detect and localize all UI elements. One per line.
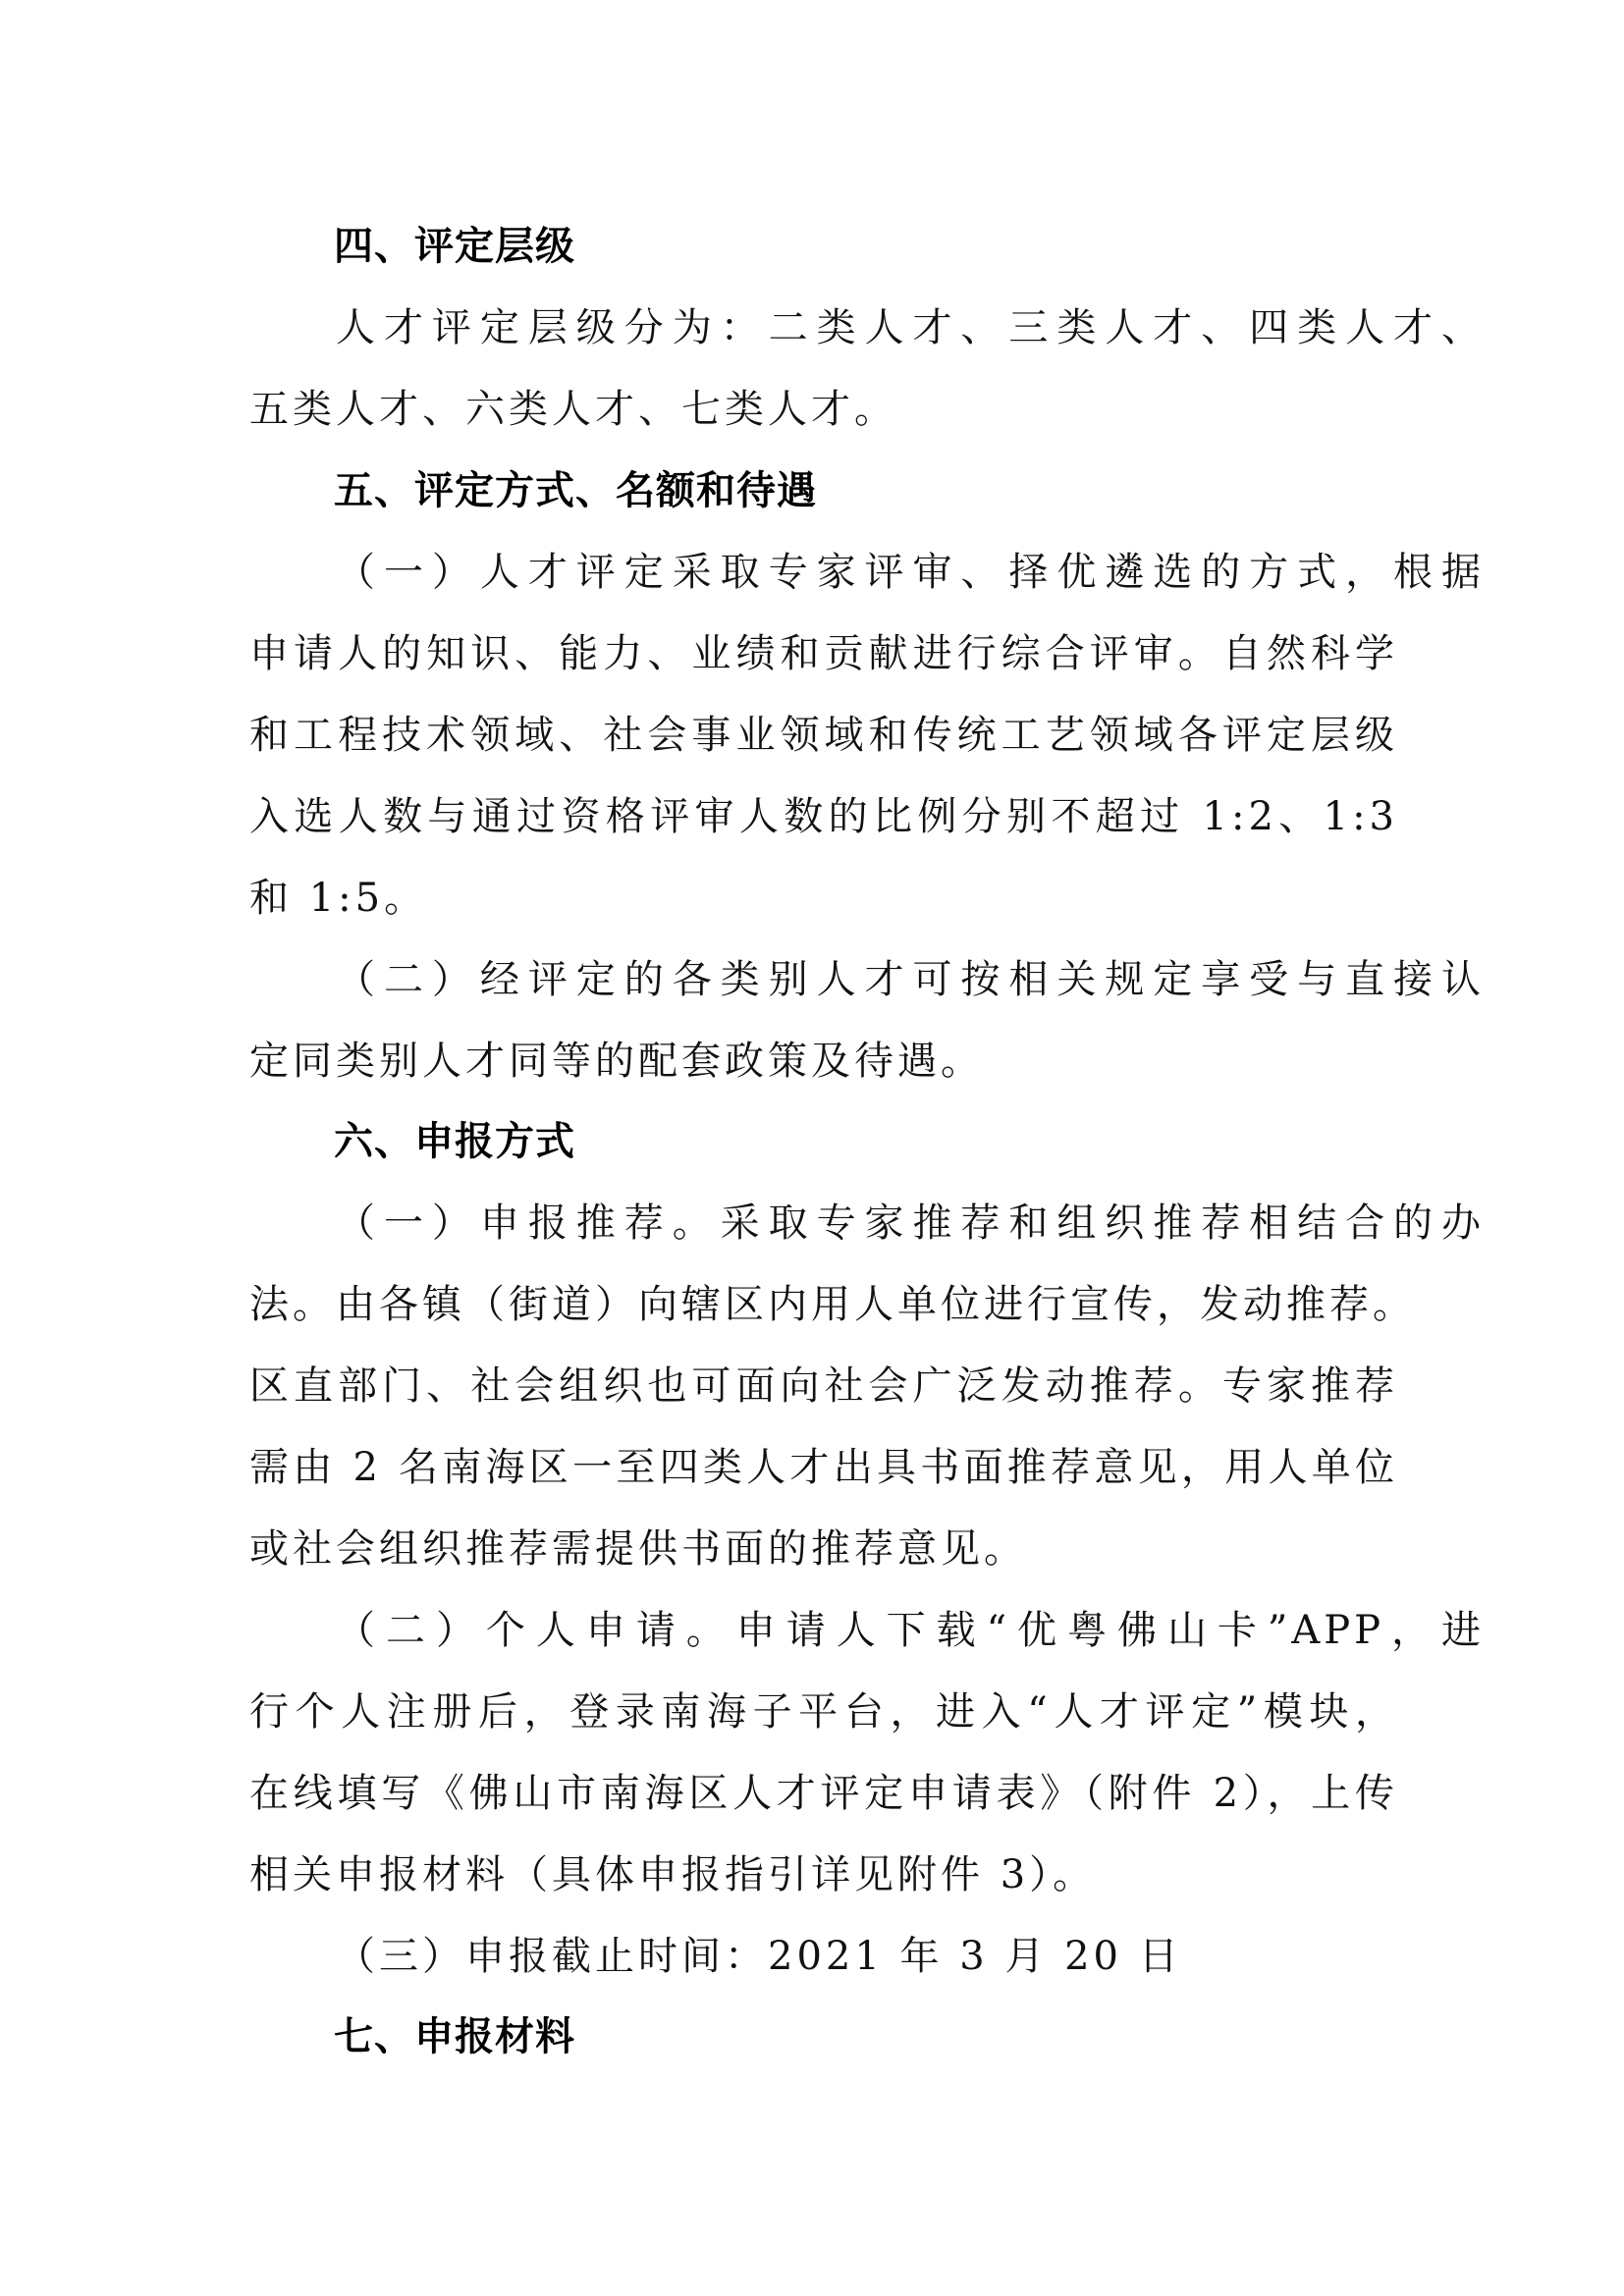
- section-heading-6: 六、申报方式: [334, 1119, 575, 1164]
- deadline-line: （三）申报截止时间：2021 年 3 月 20 日: [336, 1934, 1182, 1979]
- section-heading-4: 四、评定层级: [334, 224, 575, 269]
- paragraph-line: 和工程技术领域、社会事业领域和传统工艺领域各评定层级: [249, 713, 1398, 758]
- paragraph-line: 在线填写《佛山市南海区人才评定申请表》（附件 2），上传: [249, 1771, 1398, 1816]
- paragraph-line: 行个人注册后，登录南海子平台，进入“人才评定”模块，: [249, 1689, 1398, 1735]
- paragraph-line: （一）人才评定采取专家评审、择优遴选的方式，根据: [336, 550, 1485, 595]
- paragraph-line: （二）个人申请。申请人下载“优粤佛山卡”APP，进: [336, 1608, 1485, 1653]
- paragraph-line: 法。由各镇（街道）向辖区内用人单位进行宣传，发动推荐。: [249, 1282, 1416, 1327]
- paragraph-line: 区直部门、社会组织也可面向社会广泛发动推荐。专家推荐: [249, 1363, 1398, 1409]
- paragraph-line: 申请人的知识、能力、业绩和贡献进行综合评审。自然科学: [249, 631, 1398, 676]
- paragraph-line: （二）经评定的各类别人才可按相关规定享受与直接认: [336, 957, 1485, 1002]
- section-heading-7: 七、申报材料: [334, 2014, 575, 2059]
- paragraph-line: 或社会组织推荐需提供书面的推荐意见。: [249, 1526, 1027, 1572]
- paragraph-line: 需由 2 名南海区一至四类人才出具书面推荐意见，用人单位: [249, 1445, 1398, 1490]
- paragraph-line: 入选人数与通过资格评审人数的比例分别不超过 1:2、1:3: [249, 794, 1398, 839]
- paragraph-line: 和 1:5。: [249, 876, 428, 921]
- paragraph-line: （一）申报推荐。采取专家推荐和组织推荐相结合的办: [336, 1201, 1485, 1246]
- section-heading-5: 五、评定方式、名额和待遇: [334, 468, 817, 513]
- paragraph-line: 五类人才、六类人才、七类人才。: [249, 387, 897, 432]
- paragraph-line: 定同类别人才同等的配套政策及待遇。: [249, 1039, 984, 1084]
- paragraph-line: 人才评定层级分为：二类人才、三类人才、四类人才、: [336, 305, 1485, 350]
- paragraph-line: 相关申报材料（具体申报指引详见附件 3）。: [249, 1852, 1097, 1897]
